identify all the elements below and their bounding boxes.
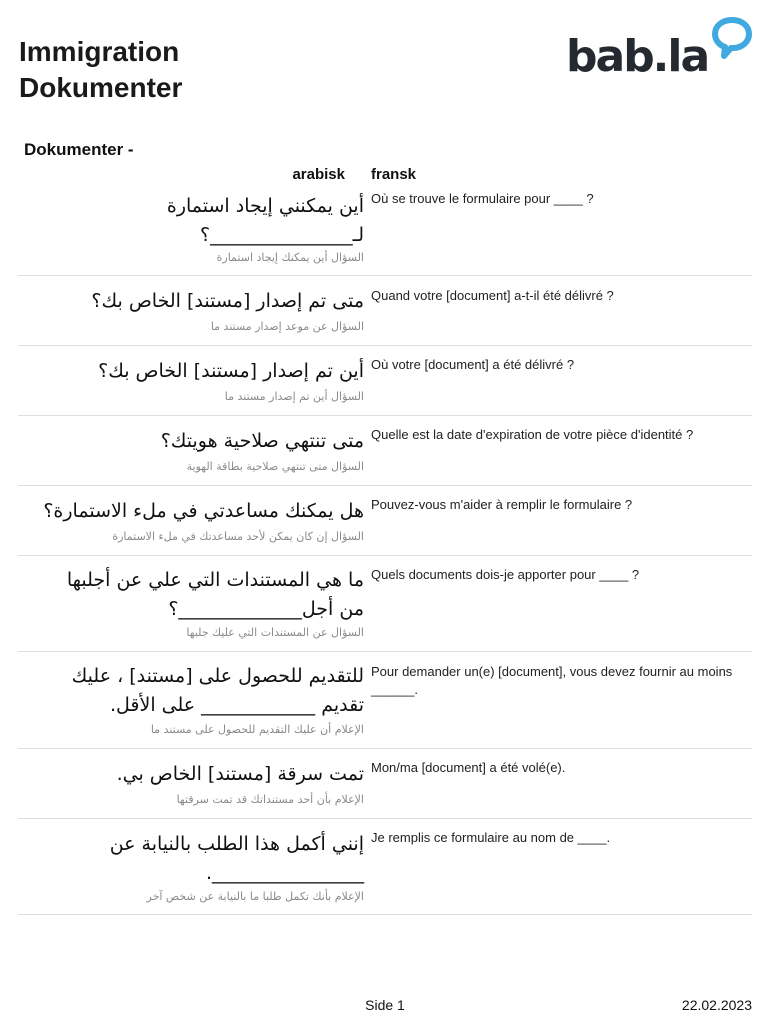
arabic-phrase: للتقديم للحصول على [مستند] ، عليك تقديم ____________ على الأقل.: [71, 665, 364, 716]
arabic-usage-note: السؤال متى تنتهي صلاحية بطاقة الهوية: [186, 460, 364, 473]
arabic-phrase: أين يمكنني إيجاد استمارة لـ_______________؟: [166, 195, 364, 246]
page-number: Side 1: [365, 997, 405, 1013]
document-date: 22.02.2023: [681, 997, 752, 1013]
arabic-usage-note: السؤال إن كان يمكن لأحد مساعدتك في ملء الاستمارة: [112, 530, 364, 543]
arabic-phrase: هل يمكنك مساعدتي في ملء الاستمارة؟: [43, 500, 364, 522]
french-phrase: Quand votre [document] a-t-il été délivré ?: [371, 288, 614, 303]
arabic-phrase: ما هي المستندات التي علي عن أجلبها من أجل_____________؟: [66, 569, 364, 620]
french-phrase: Je remplis ce formulaire au nom de ____.: [371, 830, 611, 845]
phrase-row: [18, 556, 752, 652]
phrase-row: [18, 486, 752, 556]
logo-text: bab.la: [566, 31, 709, 82]
phrase-row: [18, 749, 752, 819]
arabic-phrase: متى تم إصدار [مستند] الخاص بك؟: [91, 290, 364, 312]
speech-bubble-icon: [711, 16, 753, 60]
arabic-usage-note: السؤال عن المستندات التي عليك جلبها: [186, 626, 364, 639]
arabic-phrase: إنني أكمل هذا الطلب بالنيابة عن ________________.: [109, 833, 364, 884]
title-line-2: Dokumenter: [19, 72, 183, 103]
column-header-french: fransk: [371, 166, 417, 183]
phrase-row: [18, 188, 752, 276]
phrase-row: [18, 276, 752, 346]
french-phrase: Mon/ma [document] a été volé(e).: [371, 760, 566, 775]
column-header-arabic: arabisk: [292, 166, 345, 183]
page-title: [19, 34, 182, 106]
french-phrase: Où votre [document] a été délivré ?: [371, 357, 575, 372]
french-phrase: Quels documents dois-je apporter pour ____ ?: [371, 567, 640, 582]
arabic-usage-note: السؤال عن موعد إصدار مستند ما: [210, 320, 364, 333]
arabic-phrase: متى تنتهي صلاحية هويتك؟: [160, 430, 364, 452]
title-line-1: Immigration: [19, 36, 180, 67]
french-phrase: Où se trouve le formulaire pour ____ ?: [371, 191, 594, 206]
french-phrase: Quelle est la date d'expiration de votre pièce d'identité ?: [371, 427, 694, 442]
arabic-phrase: أين تم إصدار [مستند] الخاص بك؟: [98, 360, 364, 382]
french-phrase: Pouvez-vous m'aider à remplir le formulaire ?: [371, 497, 633, 512]
arabic-usage-note: الإعلام أن عليك التقديم للحصول على مستند ما: [150, 723, 364, 736]
phrase-row: [18, 346, 752, 416]
arabic-usage-note: الإعلام بأنك تكمل طلبا ما بالنيابة عن شخص آخر: [146, 890, 364, 903]
arabic-usage-note: الإعلام بأن أحد مستنداتك قد تمت سرقتها: [176, 793, 364, 806]
arabic-usage-note: السؤال أين تم إصدار مستند ما: [224, 390, 364, 403]
section-title: Dokumenter -: [24, 140, 134, 159]
phrase-row: [18, 416, 752, 486]
babla-logo[interactable]: [566, 16, 756, 80]
phrase-row: [18, 819, 752, 915]
phrase-row: [18, 652, 752, 749]
french-phrase: Pour demander un(e) [document], vous devez fournir au moins ______.: [371, 664, 733, 697]
arabic-usage-note: السؤال أين يمكنك إيجاد استمارة: [216, 251, 364, 264]
arabic-phrase: تمت سرقة [مستند] الخاص بي.: [116, 763, 364, 785]
